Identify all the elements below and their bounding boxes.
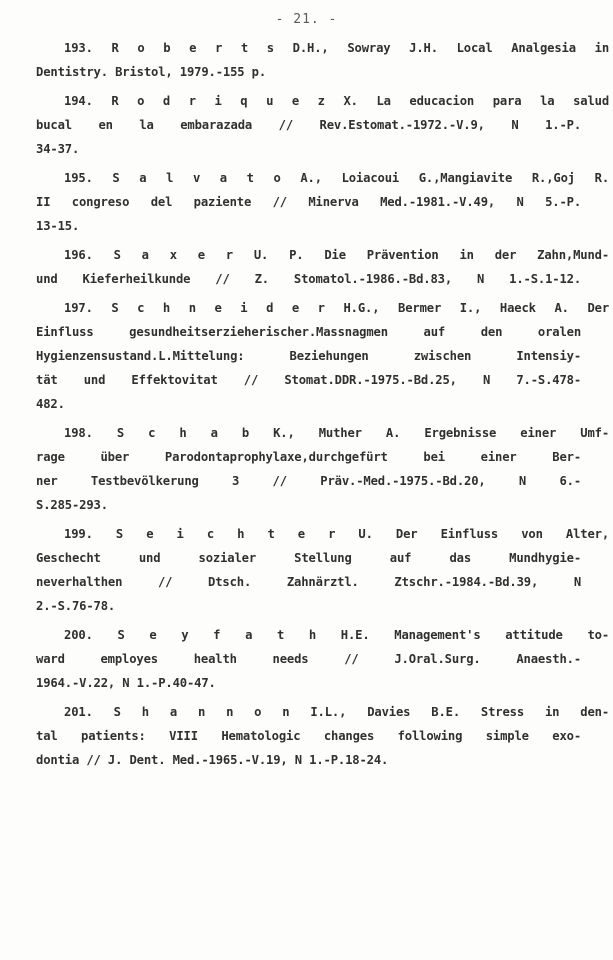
- entry-line: 195. S a l v a t o A., Loiacoui G.,Mangiavite R.,Goj R.: [64, 171, 609, 185]
- bibliography-entry-196: [36, 243, 609, 291]
- bibliography-list: [36, 36, 609, 777]
- entry-line: 2.-S.76-78.: [36, 599, 116, 613]
- entry-line: ward employes health needs // J.Oral.Surg. Anaesth.-: [36, 652, 581, 666]
- entry-line: 194. R o d r i q u e z X. La educacion para la salud: [64, 94, 609, 108]
- bibliography-entry-197: [36, 296, 609, 416]
- entry-line: neverhalthen // Dtsch. Zahnärztl. Ztschr.-1984.-Bd.39, N: [36, 575, 581, 589]
- entry-line: S.285-293.: [36, 498, 108, 512]
- entry-line: Einfluss gesundheitserzieherischer.Massnagmen auf den oralen: [36, 325, 581, 339]
- entry-line: 201. S h a n n o n I.L., Davies B.E. Stress in den-: [64, 705, 609, 719]
- entry-line: 200. S e y f a t h H.E. Management's attitude to-: [64, 628, 609, 642]
- entry-line: 196. S a x e r U. P. Die Prävention in der Zahn,Mund-: [64, 248, 609, 262]
- entry-line: II congreso del paziente // Minerva Med.-1981.-V.49, N 5.-P.: [36, 195, 581, 209]
- entry-line: bucal en la embarazada // Rev.Estomat.-1972.-V.9, N 1.-P.: [36, 118, 581, 132]
- entry-line: Hygienzensustand.L.Mittelung: Beziehungen zwischen Intensiy-: [36, 349, 581, 363]
- entry-line: 1964.-V.22, N 1.-P.40-47.: [36, 676, 216, 690]
- entry-line: Dentistry. Bristol, 1979.-155 p.: [36, 65, 266, 79]
- entry-line: und Kieferheilkunde // Z. Stomatol.-1986.-Bd.83, N 1.-S.1-12.: [36, 272, 581, 286]
- bibliography-entry-193: [36, 36, 609, 84]
- bibliography-entry-194: [36, 89, 609, 161]
- bibliography-entry-195: [36, 166, 609, 238]
- bibliography-entry-201: [36, 700, 609, 772]
- entry-line: 197. S c h n e i d e r H.G., Bermer I., Haeck A. Der: [64, 301, 609, 315]
- entry-line: 199. S e i c h t e r U. Der Einfluss von Alter,: [64, 527, 609, 541]
- page-number: - 21. -: [275, 12, 338, 27]
- entry-line: ner Testbevölkerung 3 // Präv.-Med.-1975.-Bd.20, N 6.-: [36, 474, 581, 488]
- entry-line: dontia // J. Dent. Med.-1965.-V.19, N 1.-P.18-24.: [36, 753, 389, 767]
- entry-line: Geschecht und sozialer Stellung auf das Mundhygie-: [36, 551, 581, 565]
- entry-line: tät und Effektovitat // Stomat.DDR.-1975.-Bd.25, N 7.-S.478-: [36, 373, 581, 387]
- entry-line: rage über Parodontaprophylaxe,durchgefürt bei einer Ber-: [36, 450, 581, 464]
- entry-line: 482.: [36, 397, 65, 411]
- entry-line: 193. R o b e r t s D.H., Sowray J.H. Local Analgesia in: [64, 41, 609, 55]
- entry-line: 34-37.: [36, 142, 80, 156]
- bibliography-entry-199: [36, 522, 609, 618]
- entry-line: 13-15.: [36, 219, 80, 233]
- entry-line: 198. S c h a b K., Muther A. Ergebnisse einer Umf-: [64, 426, 609, 440]
- entry-line: tal patients: VIII Hematologic changes following simple exo-: [36, 729, 581, 743]
- bibliography-entry-198: [36, 421, 609, 517]
- bibliography-entry-200: [36, 623, 609, 695]
